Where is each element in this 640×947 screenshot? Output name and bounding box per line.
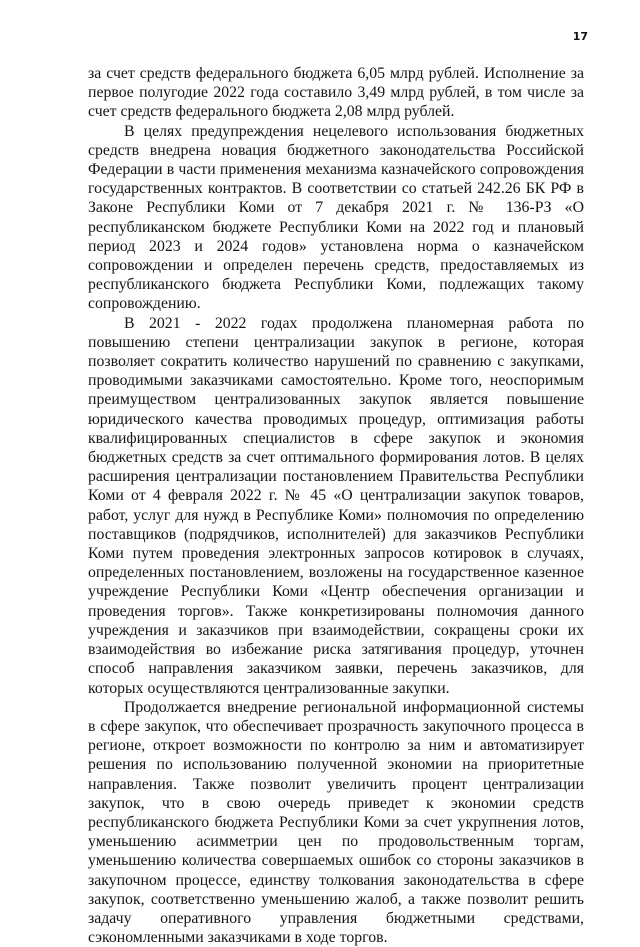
paragraph-treasury-support: В целях предупреждения нецелевого использования бюджетных средств внедрена новация бюджетного законодательства Российской Федерации в части применения механизма казначейского сопровождения государственных контрактов. В соответствии со статьей 242.26 БК РФ в Законе Республики Коми от 7 декабря 2021 г. № 136-РЗ «О республиканском бюджете Республики Коми на 2022 год и плановый период 2023 и 2024 годов» установлена норма о казначейском сопровождении и определен перечень средств, предоставляемых из республиканского бюджета Республики Коми, подлежащих такому сопровождению. [88, 122, 584, 313]
document-body [88, 64, 584, 947]
page-number: 17 [572, 30, 588, 43]
paragraph-continuation: за счет средств федерального бюджета 6,05 млрд рублей. Исполнение за первое полугодие 2022 года составило 3,49 млрд рублей, в том числе за счет средств федерального бюджета 2,08 млрд рублей. [88, 65, 584, 121]
paragraph-procurement-centralization: В 2021 - 2022 годах продолжена планомерная работа по повышению степени централизации закупок в регионе, которая позволяет сократить количество нарушений по сравнению с закупками, проводимыми заказчиками самостоятельно. Кроме того, неоспоримым преимуществом централизованных закупок является повышение юридического качества проводимых процедур, оптимизация работы квалифицированных специалистов в сфере закупок и экономия бюджетных средств за счет оптимального формирования лотов. В целях расширения централизации постановлением Правительства Республики Коми от 4 февраля 2022 г. № 45 «О централизации закупок товаров, работ, услуг для нужд в Республике Коми» полномочия по определению поставщиков (подрядчиков, исполнителей) для заказчиков Республики Коми путем проведения электронных запросов котировок в случаях, определенных постановлением, возложены на государственное казенное учреждение Республики Коми «Центр обеспечения организации и проведения торгов». Также конкретизированы полномочия данного учреждения и заказчиков при взаимодействии, сокращены сроки их взаимодействия во избежание риска затягивания процедур, уточнен способ направления заказчиком заявки, перечень заказчиков, для которых осуществляются централизованные закупки. [88, 314, 584, 697]
paragraph-information-system: Продолжается внедрение региональной информационной системы в сфере закупок, что обеспечивает прозрачность закупочного процесса в регионе, откроет возможности по контролю за ним и автоматизирует решения по использованию полученной экономии на приоритетные направления. Также позволит увеличить процент централизации закупок, что в свою очередь приведет к экономии средств республиканского бюджета Республики Коми за счет укрупнения лотов, уменьшению асимметрии цен по продовольственным торгам, уменьшению количества совершаемых ошибок со стороны заказчиков в закупочном процессе, единству толкования законодательства в сфере закупок, соответственно уменьшению жалоб, а также позволит решить задачу оперативного управления бюджетными средствами, сэкономленными заказчиками в ходе торгов. [88, 698, 584, 947]
